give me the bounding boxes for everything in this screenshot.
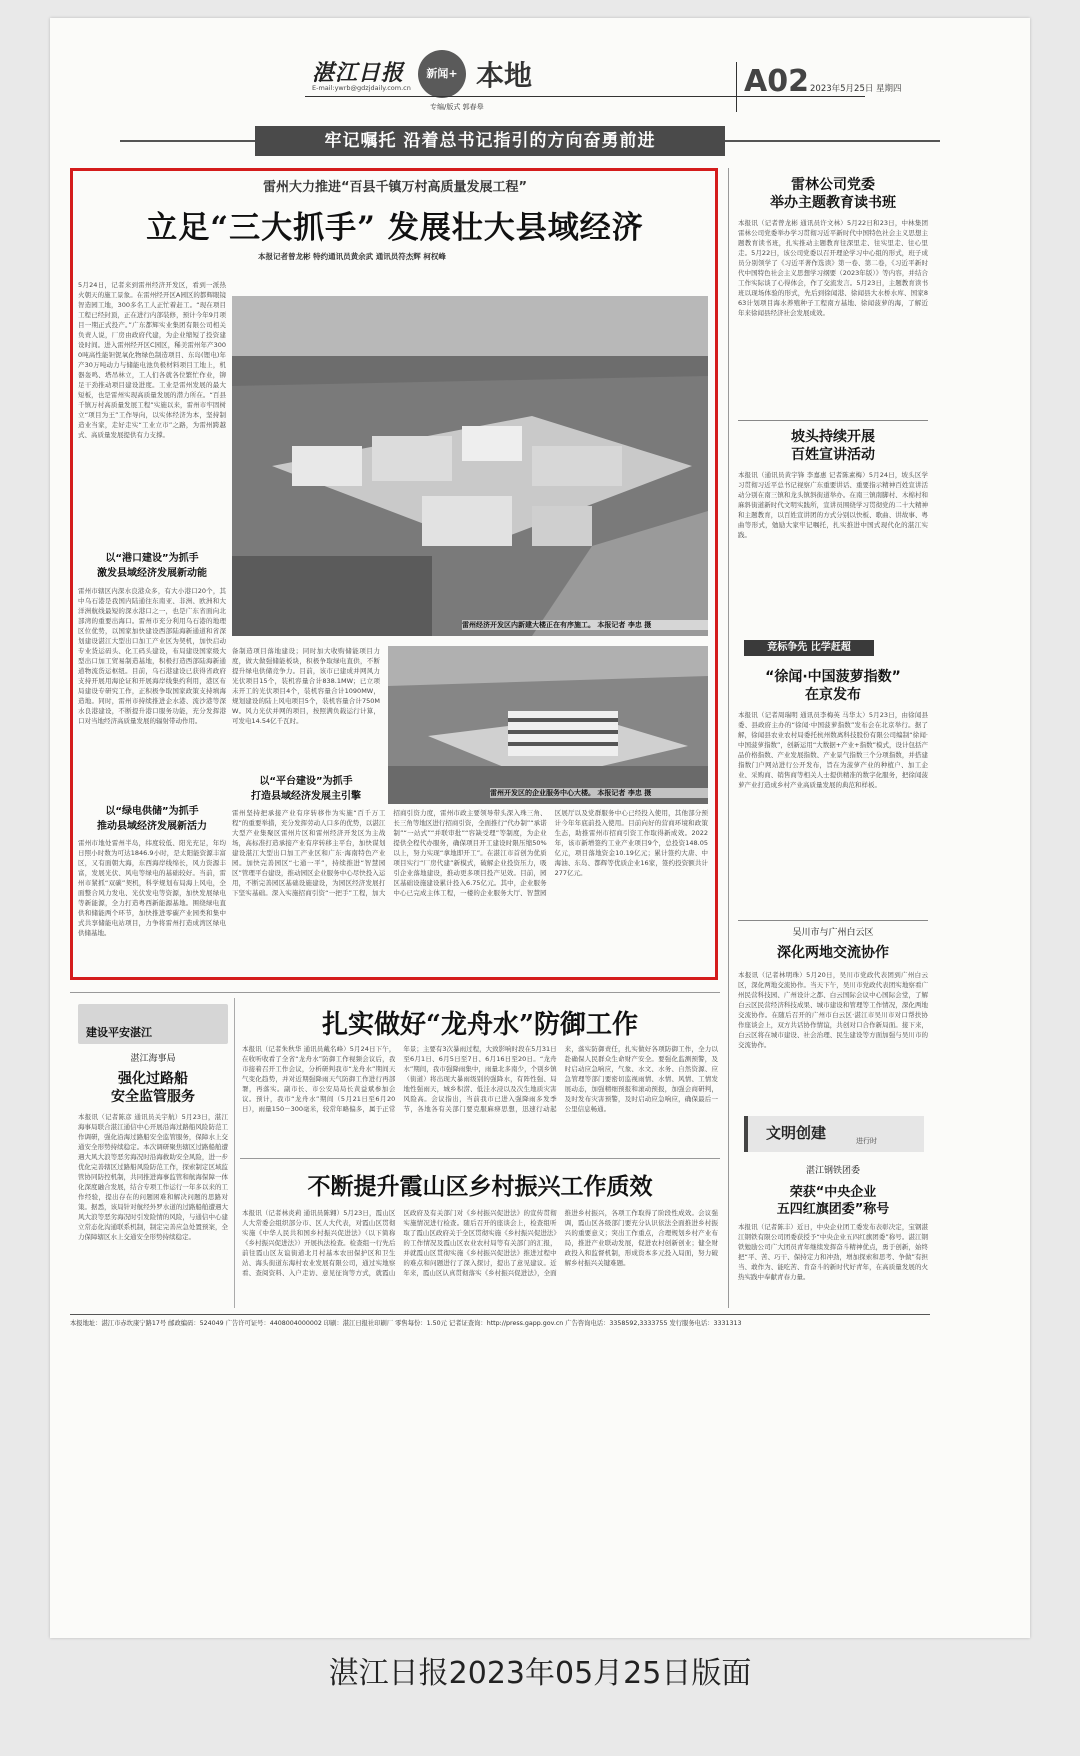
page-number: A02 — [744, 64, 809, 99]
safety-tag-text: 建设平安湛江 — [86, 1026, 152, 1039]
section-name: 本地 — [476, 59, 533, 92]
lead-body-e: 雷州坚持把承接产业有序转移作为实施“百千万工程”的重要举措，充分发挥劳动人口多的优势，以湛江大型产业集聚区雷州片区和雷州经济开发区为主战场，高标准打造承接产业有序转移主平台，加快谋划建设湛江大型出口加工产业区和广东·海南特色产业园。加快完善园区“七通一平”，持续推进“智慧园区”管理平台建设，推动园区企业服务中心尽快投入运用，不断完善园区基础设施建设，为园区经济发展打下坚实基础。深入实施招商引资“一把手”工程，加大招商引资力度，雷州市政主要领导带头深入珠三角、长三角等地区进行招商引资，全面推行“代办制”“承诺制”“一站式”“并联审批”“容缺受理”等制度，为企业提供全程代办服务，确保项目开工建设时限压缩50%以上，努力实现“拿地即开工”。在湛江市首创为优质项目实行“厂房代建”新模式，破解企业投资压力，吸引企业落地建设，推动更多项目投产见效。目前，园区基础设施建设累计投入6.75亿元。其中，企业服务中心已完成主体工程，一楼的企业服务大厅、智慧园区展厅以及党群服务中心已经投入使用，其他部分预计今年年底前投入使用。目前向好的营商环境和政策生态，助推雷州市招商引资工作取得新成效。2022年，该市新增签约工业产业项目9个，总投资148.05亿元，项目落地资金10.19亿元；累计签约大唐、中海油、东岛、都辉等优质企业16家，签约投资额共计277亿元。 — [232, 809, 708, 897]
maritime-kicker: 湛江海事局 — [130, 1054, 176, 1064]
sidebar-story-2-title: 坡头持续开展 百姓宣讲活动 — [791, 429, 875, 463]
sidebar-story-3-title: “徐闻·中国菠萝指数” 在京发布 — [765, 669, 901, 703]
sidebar-story-5-title: 荣获“中央企业 五四红旗团委”称号 — [776, 1185, 890, 1217]
photo-caption-1: 雷州经济开发区内新建大楼正在有序施工。 本报记者 李忠 摄 — [462, 620, 712, 630]
sidebar-story-4-body: 本报讯（记者林明珠）5月20日，吴川市党政代表团到广州白云区，深化两地交流协作。当天下午，吴川市党政代表团实地察看广州民营科技园、广州设计之都、白云国际会议中心国际会堂，了解白云区民营经济科技成果、城市建设和管理等工作情况，深化两地交流协作。在随后召开的广州市白云区·湛江市吴川市对口帮扶协作座谈会上，双方共话协作情谊，共创对口合作新局面。接下来，白云区将在城市建设、社会治理、民生建设等方面加强与吴川市的交流协作。 — [738, 971, 928, 1049]
section-badge-label: 新闻+ — [426, 67, 458, 80]
civilization-tag-sub: 进行时 — [856, 1137, 877, 1145]
construction-site-photo — [232, 296, 708, 636]
lead-body-b: 雷州市辖区内深水良港众多，有大小港口20个，其中乌石港是我国内陆通往东南亚、非洲、欧洲和大洋洲航线最短的深水港口之一，也是广东省面向北部湾的重要出海口。雷州市充分利用乌石港的地理区位优势，以国家加快建设西部陆海新通道和省深划建设湛江大型出口加工产业区为契机，加快启动专业货运码头、化工码头建设，布局建设国家级大型出口加工贸易制造基地，积极打造西部陆海新通道物流货运枢纽。目前，乌石港建设已获得省政府支持开展用海论证和开展海岸线集约利用，港区布局建设专研究工作，正积极争取国家政策支持填海造地。同时，雷州市持续推进企水港、流沙港等深水良港建设，不断提升港口服务功能，充分发挥港口对当地经济高质量发展的辐射带动作用。 — [78, 587, 226, 725]
lead-subhead-1: 以“港口建设”为抓手 激发县域经济发展新动能 — [97, 553, 207, 579]
sidebar-story-4-kicker: 吴川市与广州白云区 — [792, 928, 874, 938]
sidebar-story-5-body: 本报讯（记者陈丰）近日，中央企业团工委发布表彰决定，宝钢湛江钢铁有限公司团委获授予“中央企业五四红旗团委”称号。湛江钢铁勉励公司广大团员青年继续发挥奋斗精神优点，勇于创新，始终把“平、苦、巧干、保持定力和冲劲，增加探索和思考、争做”有担当、敢作为、能吃苦、肯奋斗的新时代好青年，在高质量发展的火热实践中奉献青春力量。 — [738, 1223, 928, 1281]
civilization-tag-label: 文明创建 — [766, 1124, 827, 1142]
newspaper-page — [50, 18, 1030, 1638]
section-badge — [418, 50, 466, 98]
editor-line: 专编/版式 郭春皋 — [430, 103, 484, 111]
longzhou-headline: 扎实做好“龙舟水”防御工作 — [322, 1010, 638, 1040]
construction-site-image — [232, 296, 708, 636]
sidebar-story-3-body: 本报讯（记者周瑞明 通讯员李梅英 马华太）5月23日，由徐闻县委、县政府主办的“徐闻·中国菠萝指数”发布会在北京举行。据了解，徐闻县农业农村局委托杭州数离科技股份有限公司编制“徐闻·中国菠萝指数”，创新运用“大数据+产业+指数”模式，设计包括产品价格指数、产业发展指数、产业景气指数三个分项指数，并搭建指数门户网站进行公开发布，旨在为菠萝产业的种植户、加工企业、采购商、销售商等相关人士提供精准的数字化服务，把徐闻菠萝产业打造成乡村产业高质量发展的典范和样板。 — [738, 711, 928, 789]
lead-headline: 立足“三大抓手” 发展壮大县域经济 — [146, 210, 644, 246]
maritime-title: 强化过路船 安全监管服务 — [111, 1071, 195, 1105]
sidebar-tag-competition-text: 竞标争先 比学赶超 — [767, 642, 851, 653]
sidebar-story-4-title: 深化两地交流协作 — [777, 945, 889, 961]
sidebar-story-1-body: 本报讯（记者曾龙彬 通讯员许文林）5月22日和23日，中林集团雷林公司党委举办学习贯彻习近平新时代中国特色社会主义思想主题教育读书班，扎实推动主题教育往深里走、往实里走、往心里走。5月22日，该公司党委以召开理论学习中心组的形式，班子成员分别领学了《习近平著作选读》第一卷、第二卷，《习近平新时代中国特色社会主义思想学习纲要（2023年版）》等内容，并结合工作实际谈了心得体会，作了交流发言。5月23日，主题教育读书班以现场体验的形式，先后到徐闻港、徐闻县大水桥水库、国家863计划项目海水养殖种子工程南方基地、徐闻菠萝的海，了解近年来徐闻县经济社会发展成效。 — [738, 219, 928, 317]
sidebar-story-1-title: 雷林公司党委 举办主题教育读书班 — [770, 177, 896, 211]
service-center-photo — [388, 646, 708, 804]
theme-banner — [255, 126, 725, 156]
paper-logo: 湛江日报 — [312, 60, 405, 86]
lead-body-a: 5月24日，记者来到雷州经济开发区，看到一派热火朝天的施工景象。在雷州经开区A园区的都辉眼镜智造园工地，300多名工人正忙着赶工。“现在项目工程已经封顶，正在进行内部装修，预计今年9月项目一期正式投产。”广东都辉实业集团有限公司相关负责人说，厂房由政府代建，为企业缩短了投资建设时间。进入雷州经开区C园区，稀美雷州年产3000吨高性能钽铌氧化物绿色制造项目、东岛(锂电)年产30万吨动力与储能电池负极材料项目工地上，机器轰鸣、塔吊林立，工人们各就各位繁忙作业，铆足干劲推动项目建设进度。工业是雷州发展的最大短板，也是雷州实现高质量发展的潜力所在。“百县千镇万村高质量发展工程”实施以来，雷州市牢固树立“项目为王”工作导向，以实体经济为本，坚持制造业当家，走好走实“工业立市”之路，为雷州跨越式、高质量发展提供有力支撑。 — [78, 281, 226, 439]
service-center-image — [388, 646, 708, 804]
theme-banner-text: 牢记嘱托 沿着总书记指引的方向奋勇前进 — [324, 131, 656, 151]
footer-info: 本报地址：湛江市赤坎康宁路17号 邮政编码：524049 广告许可证号：4408004000002 印刷：湛江日报社印刷厂 零售每份：1.50元 记者证查询：http://press.gapp.gov.cn 广告咨询电话：3358592,3333755 发行服务电话：3331313 — [70, 1320, 742, 1327]
lead-subhead-3: 以“平台建设”为抓手 打造县域经济发展主引擎 — [251, 776, 361, 802]
lead-byline: 本报记者曾龙彬 特约通讯员黄余武 通讯员符杰辉 柯权峰 — [258, 252, 446, 261]
paper-email: E-mail:ywrb@gdzjdaily.com.cn — [312, 84, 411, 92]
maritime-body: 本报讯（记者陈彦 通讯员关宇航）5月23日，湛江海事局联合湛江通信中心开展沿海过路船风险防范工作调研，强化沿海过路船安全监管服务，保障水上交通安全形势持续稳定。本次调研聚焦辖区过路船舶遭遇大风大浪等恶劣海况时沿海救助安全风险，进一步优化完善辖区过路船风险防范工作，探索制定区域监管协同防控机制，共同推进海事监管和航海保障一体化深度融合发展，结合专项工作运行一年多以来的工作经验，提出存在的问题困难和解决问题的思路对策。据悉，该局针对航经外罗水道的过路船舶遭遇大风大浪等恶劣海况时引发险情的风险，与通信中心建立常态化沟通联系机制，制定完善应急处置预案，全力保障辖区水上交通安全形势持续稳定。 — [78, 1113, 228, 1241]
sidebar-story-5-kicker: 湛江钢铁团委 — [805, 1166, 860, 1176]
longzhou-body: 本报讯（记者朱秋华 通讯员戴名峰）5月24日下午，在收听收看了全省“龙舟水”防御工作视频会议后，我市接着召开工作会议，分析研判我市“龙舟水”期间天气变化趋势，并对近期强降雨天气防御工作进行再部署，再落实。副市长、市公安局局长黄益斌参加会议。预计，我市“龙舟水”期间（5月21日至6月20日），雨量150－300毫米，较常年略偏多，属于正常年景；主要有3次暴雨过程，大致影响时段在5月31日至6月1日、6月5日至7日、6月16日至20日。“龙舟水”期间，我市强降雨集中，雨量北多南少，个别乡镇（街道）将出现大暴雨级别的强降水，有阵性强、局地性强雨天，城乡积涝、低洼水浸以及次生地质灾害风险高。会议指出，当前我市已进入强降雨多发季节，各地各有关部门要克服麻痹思想，迅速行动起来，落实防御责任，扎实做好各项防御工作，全力以赴确保人民群众生命财产安全。要强化监测预警，及时启动应急响应，气象、水文、水务、自然资源、应急管理等部门要密切监视雨情、水情、风情、工情发展动态，加强精细预报和滚动预报，加强会商研判，及时发布灾害预警，及时启动应急响应，确保最后一公里信息畅通。 — [242, 1045, 718, 1113]
date-line: 2023年5月25日 星期四 — [810, 84, 902, 94]
lead-body-d: 备制造项目落地建设；同时加大收购储能项目力度，做大做强储能板块，积极争取绿电直供，不断提升绿电供储竞争力。目前，该市已建成并网风力光伏项目15个，装机容量合计838.1MW；已立项未开工的光伏项目4个，装机容量合计1090MW，规划建设的陆上风电项目5个，装机容量合计750MW。风力光伏并网的项目，按照满负载运行计算，可发电14.54亿千瓦时。 — [232, 647, 380, 725]
lead-body-c: 雷州市地处雷州半岛，纬度较低、阳光充足，年均日照小时数为可达1846.9小时，是太阳能资源丰富区，又有面朝大海，东西海岸线绵长，风力资源丰富，发展光伏、风电等绿电的基础较好。当前，雷州市紧抓“双碳”契机，科学规划布局海上风电，全面整合风力发电、光伏发电等资源，加快发展绿电等新能源，全力打造粤西新能源基地。围绕绿电直供和储能两个环节，加快推进零碳产业园类和集中式共享储能电站项目，力争将雷州打造成湾区绿电供储基地。 — [78, 839, 226, 937]
xiashan-body: 本报讯（记者林炎莉 通讯员陈翱）5月23日，霞山区人大常委会组织部分市、区人大代表，对霞山区贯彻实施《中华人民共和国乡村振兴促进法》（以下简称《乡村振兴促进法》）开展执法检查。检查组一行先后前往霞山区友谊街道北月村基本农田保护区和卫生站、海头街道东海村农业发展有限公司，通过实地察看、查阅资料、入户走访、意见征询等方式，就霞山区政府及有关部门对《乡村振兴促进法》的宣传贯彻实施情况进行检查。随后召开的座谈会上，检查组听取了霞山区政府关于全区贯彻实施《乡村振兴促进法》的工作情况及霞山区农业农村局等有关部门的汇报，并就霞山区贯彻实施《乡村振兴促进法》推进过程中的难点和问题进行了深入探讨，提出了意见建议。近年来，霞山区认真贯彻落实《乡村振兴促进法》，全面推进乡村振兴，各项工作取得了阶段性成效。会议强调，霞山区各级部门要充分认识依法全面推进乡村振兴的重要意义；突出工作重点，合理规划乡村产业布局，推进产业联动发展，促进农村创新创业；健全财政投入和监督机制，形成资本多元投入局面，努力破解乡村振兴关键难题。 — [242, 1209, 718, 1277]
sidebar-story-2-body: 本报讯（通讯员黄宇锋 李嘉惠 记者陈素梅）5月24日，坡头区学习贯彻习近平总书记视察广东重要讲话、重要指示精神百姓宣讲活动分别在南三镇和龙头镇斜街道举办。在南三镇南脚村、木棉村和麻斜街道新时代文明实践所，宣讲员围绕学习贯彻党的二十大精神和主题教育，以百姓宣讲团的方式分别以快板、歌曲、讲故事、粤曲等形式，勉励大家牢记嘱托，扎实推进中国式现代化的湛江实践。 — [738, 471, 928, 539]
photo-caption-2: 雷州开发区的企业服务中心大楼。 本报记者 李忠 摄 — [490, 788, 710, 798]
page-caption: 湛江日报2023年05月25日版面 — [328, 1656, 752, 1691]
lead-subhead-2: 以“绿电供储”为抓手 推动县域经济发展新活力 — [97, 806, 207, 832]
lead-kicker: 雷州大力推进“百县千镇万村高质量发展工程” — [262, 180, 528, 195]
sidebar-tag-competition — [744, 640, 874, 656]
xiashan-headline: 不断提升霞山区乡村振兴工作质效 — [307, 1173, 653, 1200]
